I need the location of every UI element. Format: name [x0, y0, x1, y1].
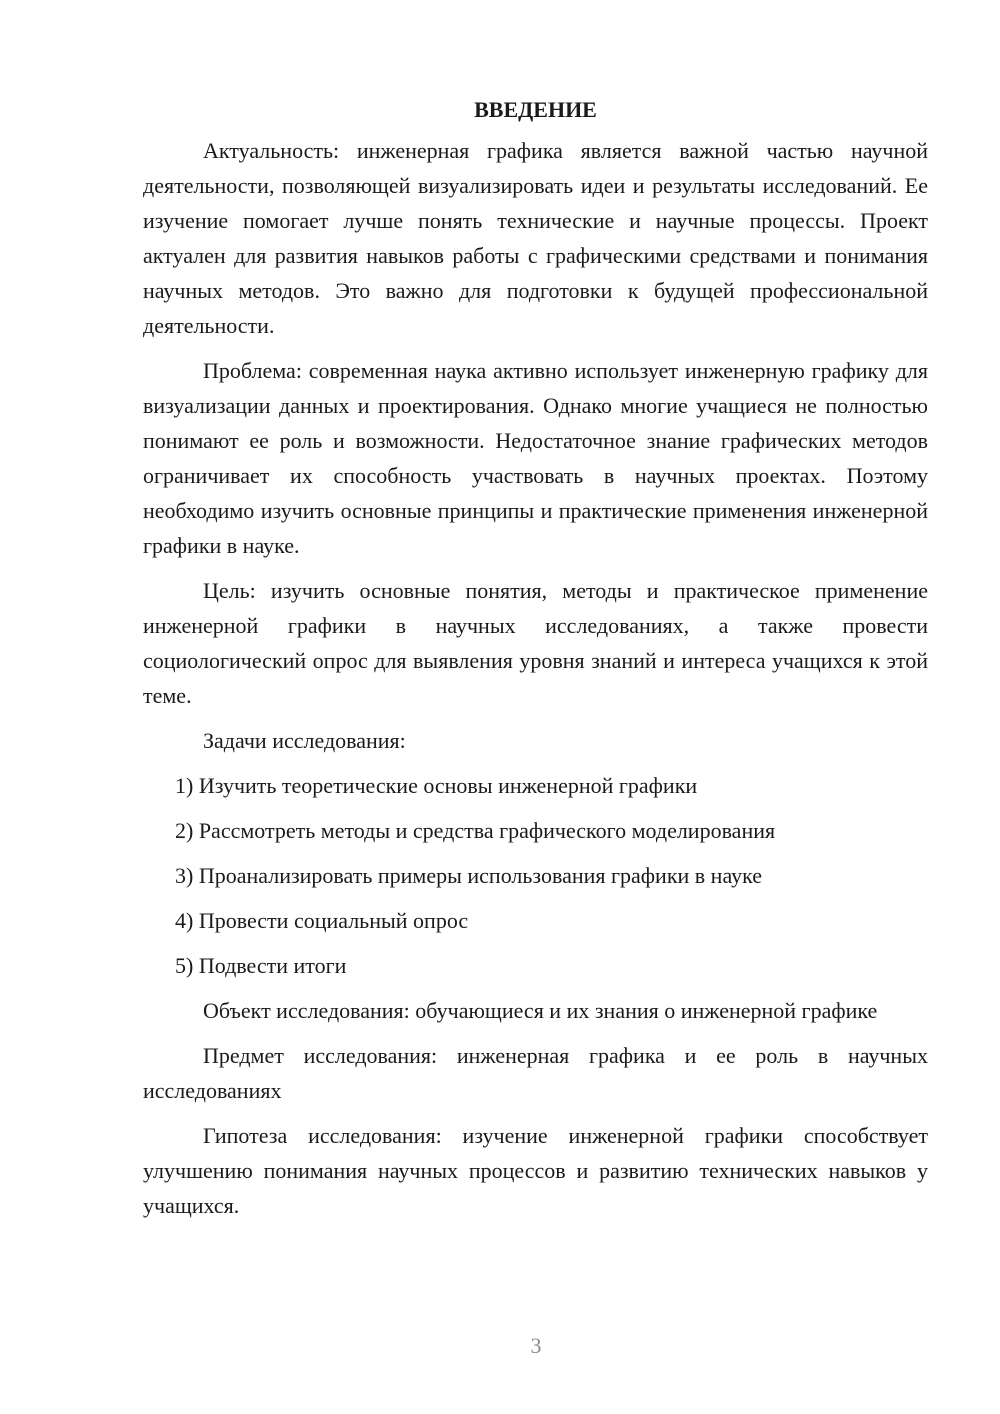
tasks-heading: Задачи исследования: — [203, 728, 406, 753]
goal-paragraph: Цель: изучить основные понятия, методы и практическое применение инженерной графики в научных исследованиях, а также провести социологический опрос для выявления уровня знаний и интереса учащихся к этой теме. — [143, 578, 928, 708]
object-paragraph: Объект исследования: обучающиеся и их знания о инженерной графике — [203, 998, 878, 1023]
task-item: 3) Проанализировать примеры использования графики в науке — [175, 863, 762, 888]
task-item: 5) Подвести итоги — [175, 953, 347, 978]
tasks-list — [143, 768, 928, 983]
task-item: 4) Провести социальный опрос — [175, 908, 469, 933]
subject-paragraph: Предмет исследования: инженерная графика и ее роль в научных исследованиях — [143, 1043, 928, 1103]
problem-paragraph: Проблема: современная наука активно использует инженерную графику для визуализации данных и проектирования. Однако многие учащиеся не полностью понимают ее роль и возможности. Недостаточное знание графических методов ограничивает их способность участвовать в научных проектах. Поэтому необходимо изучить основные принципы и практические применения инженерной графики в науке. — [143, 358, 928, 558]
page-title: ВВЕДЕНИЕ — [474, 97, 597, 122]
task-item: 2) Рассмотреть методы и средства графического моделирования — [175, 818, 776, 843]
hypothesis-paragraph: Гипотеза исследования: изучение инженерной графики способствует улучшению понимания научных процессов и развитию технических навыков у учащихся. — [143, 1123, 928, 1218]
page-body — [143, 92, 928, 1233]
task-item: 1) Изучить теоретические основы инженерной графики — [175, 773, 698, 798]
relevance-paragraph: Актуальность: инженерная графика является важной частью научной деятельности, позволяющей визуализировать идеи и результаты исследований. Ее изучение помогает лучше понять технические и научные процессы. Проект актуален для развития навыков работы с графическими средствами и понимания научных методов. Это важно для подготовки к будущей профессиональной деятельности. — [143, 138, 928, 338]
page-number: 3 — [530, 1333, 542, 1358]
